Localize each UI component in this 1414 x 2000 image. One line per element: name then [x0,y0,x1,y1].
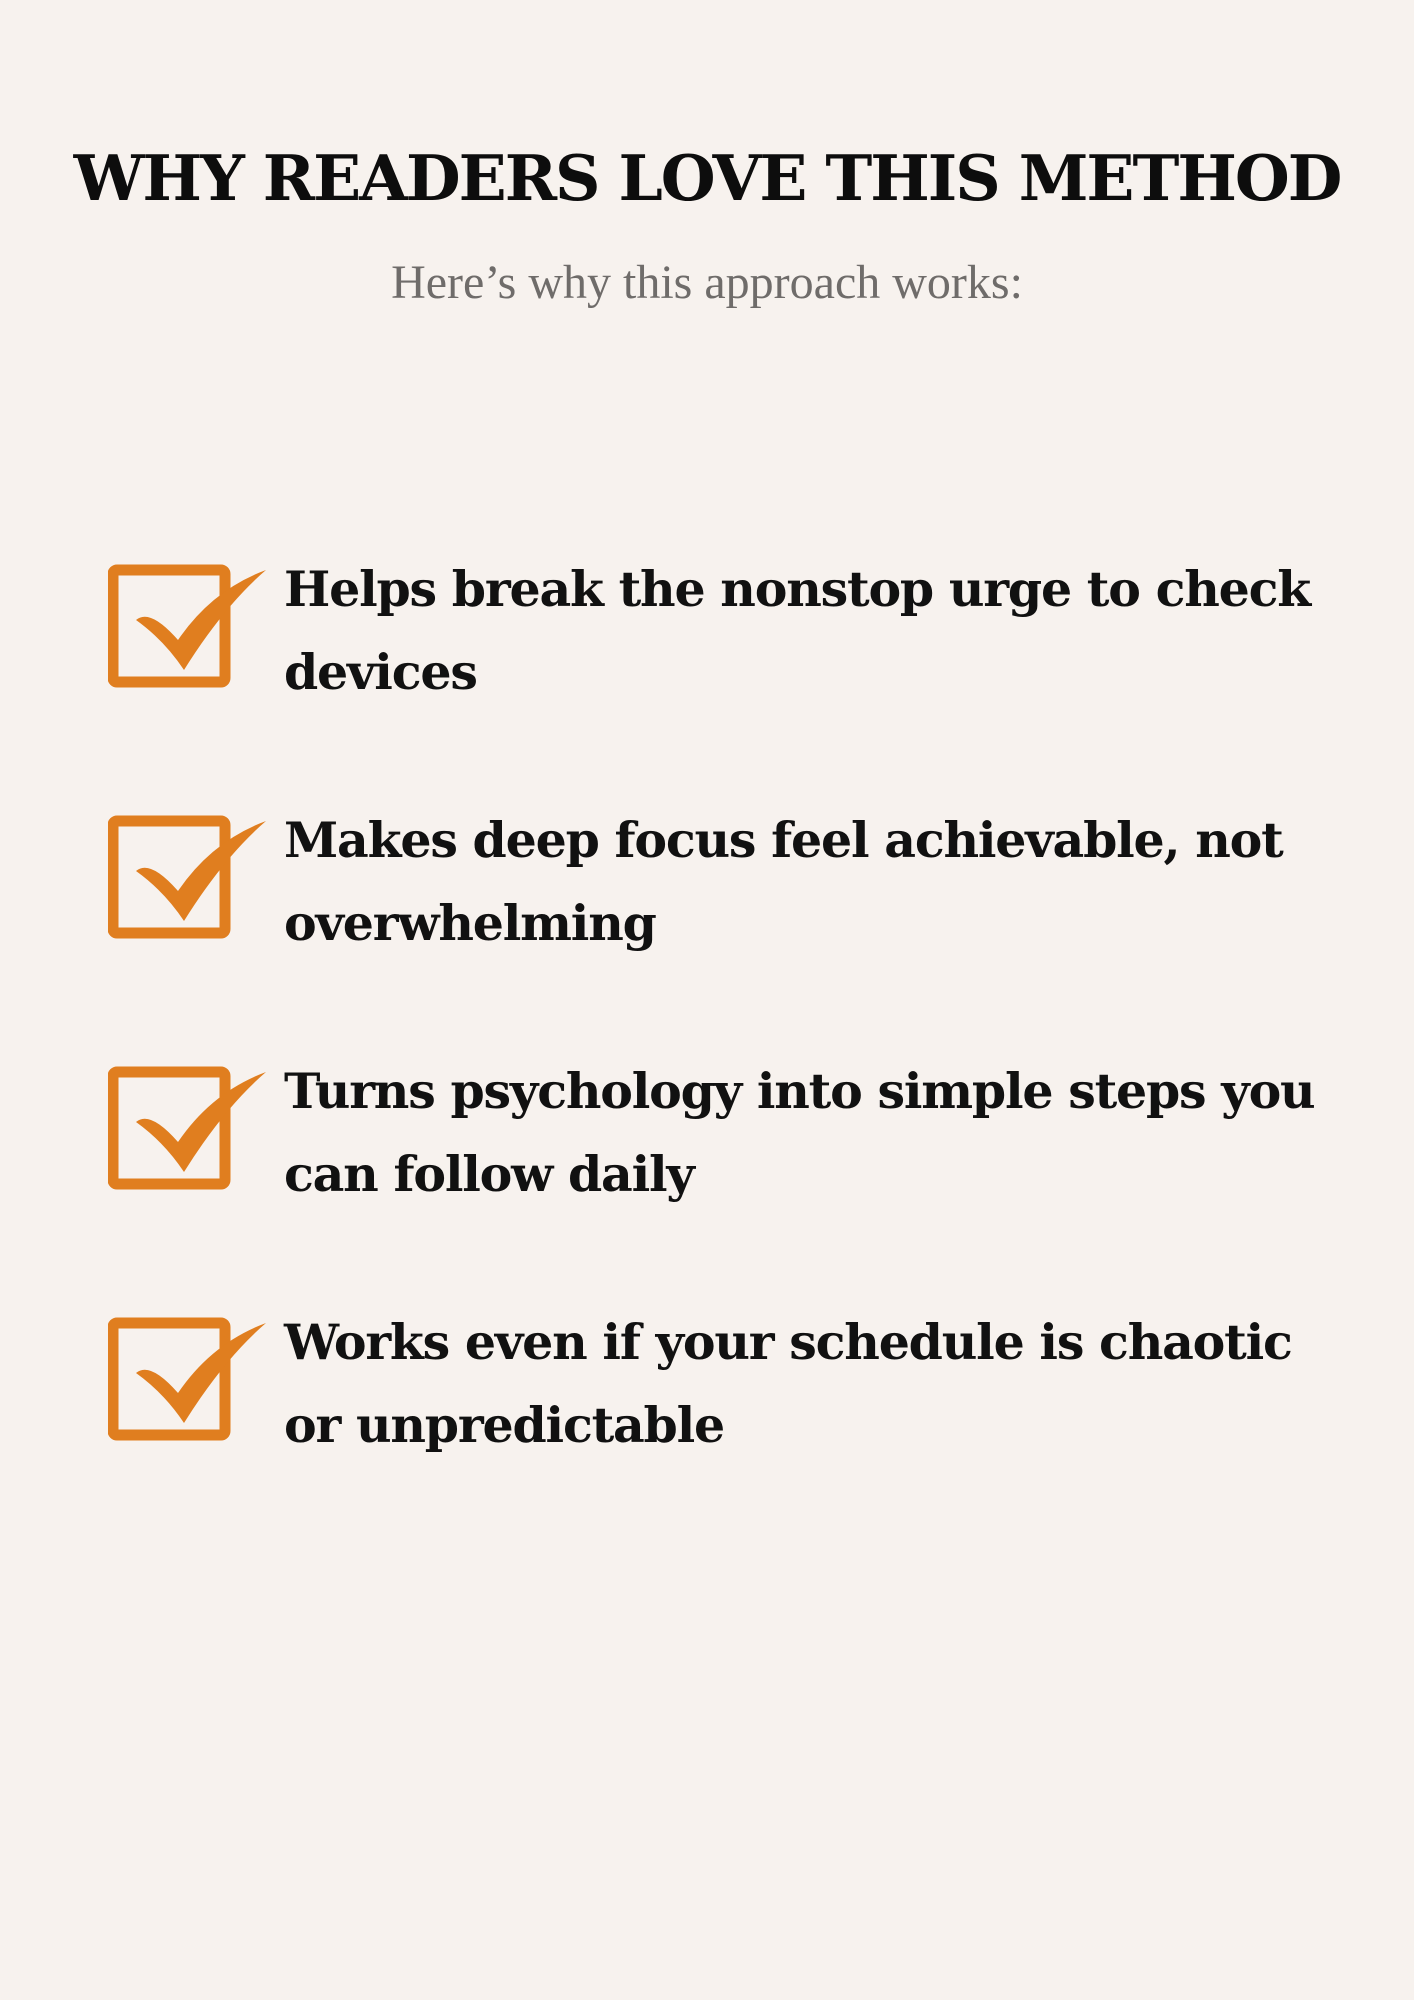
benefit-text: Turns psychology into simple steps you can follow daily [284,1062,1315,1203]
benefit-item [108,548,1328,708]
benefit-text: Works even if your schedule is chaotic or unpredictable [284,1313,1292,1454]
checkbox-checked-icon [108,564,268,688]
benefit-text: Helps break the nonstop urge to check devices [284,560,1310,701]
benefit-text: Makes deep focus feel achievable, not overwhelming [284,811,1283,952]
page-title: WHY READERS LOVE THIS METHOD [73,141,1341,215]
benefit-item [108,1050,1328,1210]
checkbox-checked-icon [108,1317,268,1441]
benefit-item [108,799,1328,959]
page-subtitle: Here’s why this approach works: [391,256,1023,309]
checkbox-checked-icon [108,815,268,939]
checkbox-checked-icon [108,1066,268,1190]
benefit-item [108,1301,1328,1461]
